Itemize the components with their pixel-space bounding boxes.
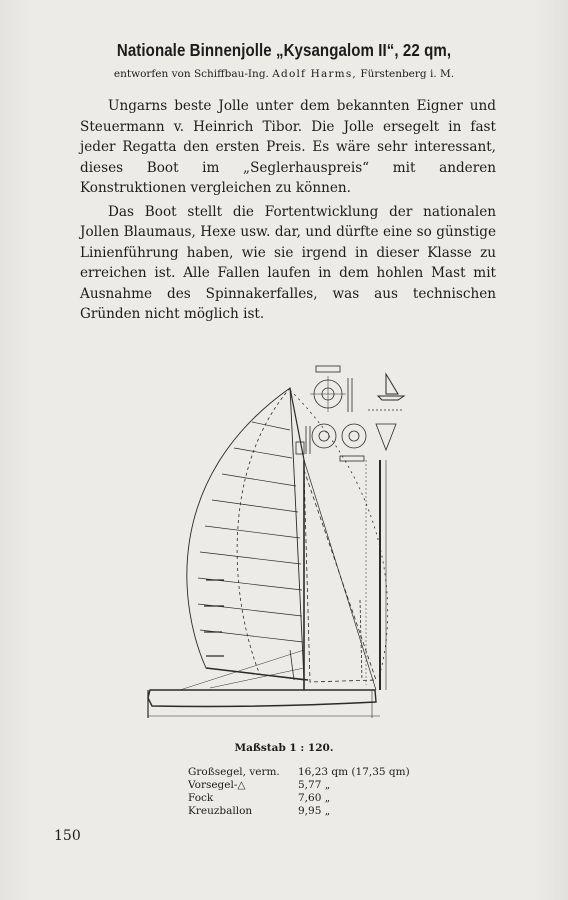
scale-label: Maßstab 1 : 120.	[234, 742, 334, 754]
article-body	[80, 96, 496, 328]
subtitle-prefix: entworfen von Schiffbau-Ing.	[113, 68, 269, 80]
sail-area-value: 9,95 „	[298, 805, 331, 817]
designer-name: Adolf Harms,	[272, 68, 357, 80]
sail-name: Großsegel, verm.	[188, 766, 280, 778]
sail-plan-drawing	[140, 350, 430, 730]
mainsail-outline	[187, 388, 304, 680]
sail-area-value: 16,23 qm (17,35 qm)	[298, 766, 410, 778]
sail-row	[188, 766, 448, 779]
sail-area-table	[188, 766, 448, 818]
sail-area-value: 7,60 „	[298, 792, 331, 804]
paragraph-2: Das Boot stellt die Fortentwicklung der nationalen Jollen Blaumaus, Hexe usw. dar, und dürfte eine so günstige Linienführung haben, wie sie irgend in dieser Klasse zu erreichen ist. Alle Fallen laufen in dem hohlen Mast mit Ausnahme des Spinnakerfalles, was aus technischen Gründen nicht möglich ist.	[80, 203, 496, 322]
subtitle-location: Fürstenberg i. M.	[360, 68, 455, 80]
article-title: Nationale Binnenjolle „Kysangalom II“, 22 qm,	[116, 40, 452, 60]
hull-outline	[148, 690, 376, 707]
sail-name: Kreuzballon	[188, 805, 253, 817]
sail-row	[188, 792, 448, 805]
sail-row	[188, 805, 448, 818]
sail-area-value: 5,77 „	[298, 779, 331, 791]
sail-row	[188, 779, 448, 792]
paragraph-1: Ungarns beste Jolle unter dem bekannten Eigner und Steuermann v. Heinrich Tibor. Die Jolle ersegelt in fast jeder Regatta den ersten Preis. Es wäre sehr interessant, dieses Boot im „Seglerhauspreis“ mit anderen Konstruktionen vergleichen zu können.	[80, 98, 496, 196]
sail-name: Vorsegel-△	[188, 779, 246, 791]
page-number: 150	[54, 828, 81, 844]
article-subtitle	[0, 68, 568, 80]
sail-name: Fock	[188, 792, 214, 804]
small-boat-icon	[386, 374, 398, 394]
